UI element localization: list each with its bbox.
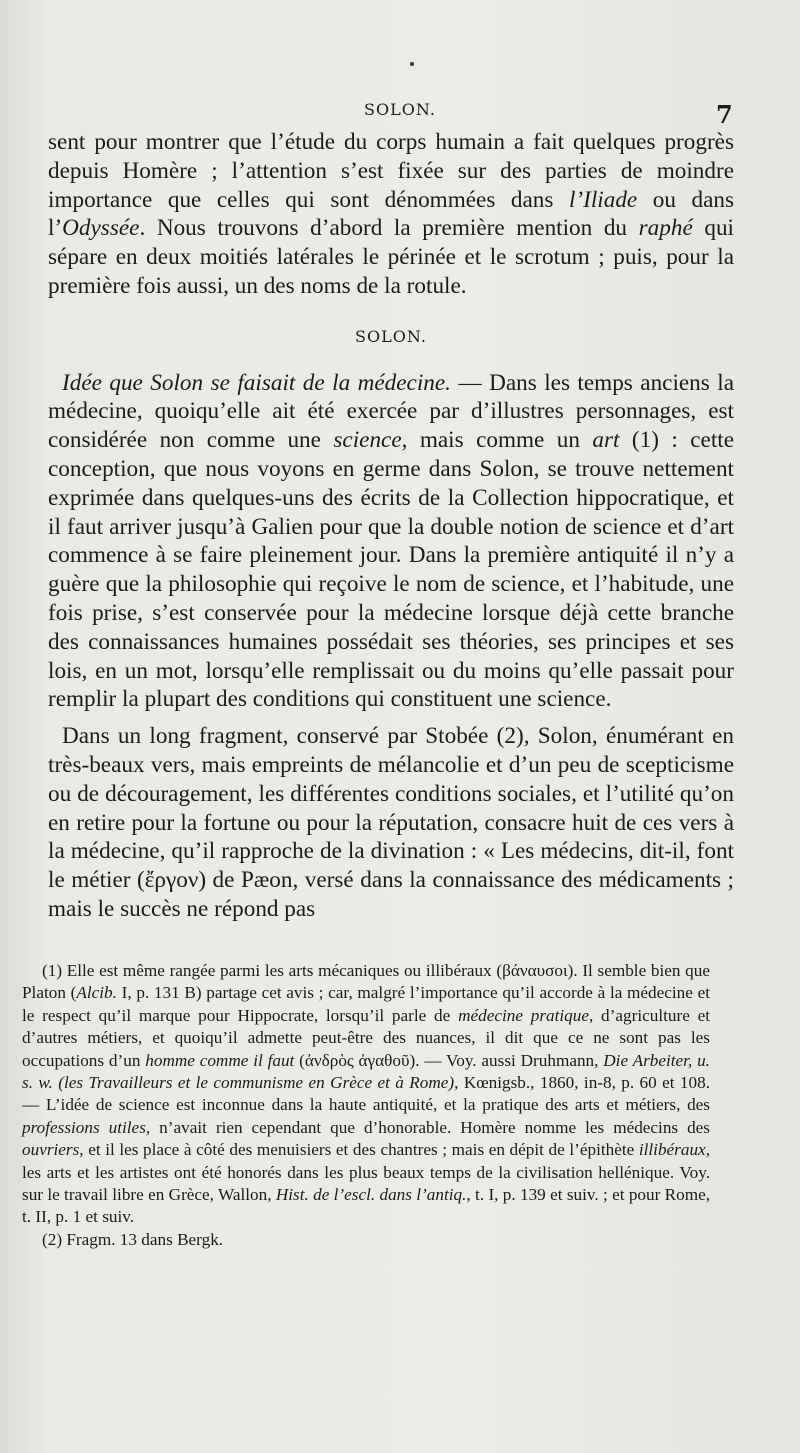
paragraph-lead: Idée que Solon se faisait de la médecine. <box>62 369 451 396</box>
footnote-1: (1) Elle est même rangée parmi les arts mécaniques ou illibéraux (βάναυσοι). Il semble bien que Platon (Alcib. I, p. 131 B) partage cet avis ; car, malgré l’importance qu’il accorde à la médecine et le respect qu’il marque pour Hippocrate, lorsqu’il parle de médecine pratique, d’agriculture et d’autres métiers, et quoiqu’il admette peut-être des nuances, il dit que ce ne sont pas les occupations d’un homme comme il faut (ἀνδρὸς ἀγαθοῦ). — Voy. aussi Druhmann, Die Arbeiter, u. s. w. (les Travailleurs et le communisme en Grèce et à Rome), Kœnigsb., 1860, in-8, p. 60 et 108. — L’idée de science est inconnue dans la haute antiquité, et la pratique des arts et métiers, des professions utiles, n’avait rien cependant que d’honorable. Homère nomme les médecins des ouvriers, et il les place à côté des menuisiers et des chantres ; mais en dépit de l’épithète illibéraux, les arts et les artistes ont été honorés dans les plus beaux temps de la civilisation hellénique. Voy. sur le travail libre en Grèce, Wallon, Hist. de l’escl. dans l’antiq., t. I, p. 139 et suiv. ; et pour Rome, t. II, p. 1 et suiv. <box>22 961 711 1227</box>
footnotes <box>22 960 710 1251</box>
main-text <box>48 128 734 924</box>
paragraph-1: Idée que Solon se faisait de la médecine. — Dans les temps anciens la médecine, quoiqu’elle ait été exercée par d’illustres personnages, est considérée non comme une science, mais comme un art (1) : cette conception, que nous voyons en germe dans Solon, se trouve nettement exprimée dans quelques-uns des écrits de la Collection hippocratique, et il faut arriver jusqu’à Galien pour que la double notion de science et d’art commence à se faire pleinement jour. Dans la première antiquité il n’y a guère que la philosophie qui reçoive le nom de science, et l’habitude, une fois prise, s’est conservée pour la médecine lorsque déjà cette branche des connaissances humaines possédait ses théories, ses principes et ses lois, en un mot, lorsqu’elle remplissait ou du moins qu’elle passait pour remplir la plupart des conditions qui constituent une science. <box>48 369 734 713</box>
section-heading: SOLON. <box>355 326 427 346</box>
ink-dot <box>410 62 414 66</box>
running-title: SOLON. <box>364 100 436 119</box>
page-number: 7 <box>716 100 733 129</box>
paragraph-continued: sent pour montrer que l’étude du corps humain a fait quelques progrès depuis Homère ; l’attention s’est fixée sur des parties de moindre importance que celles qui sont dénommées dans l’Iliade ou dans l’Odyssée. Nous trouvons d’abord la première mention du raphé qui sépare en deux moitiés latérales le périnée et le scrotum ; puis, pour la première fois aussi, un des noms de la rotule. <box>48 129 734 299</box>
footnote-2: (2) Fragm. 13 dans Bergk. <box>42 1229 224 1249</box>
paragraph-2: Dans un long fragment, conservé par Stobée (2), Solon, énumérant en très-beaux vers, mais empreints de mélancolie et d’un peu de scepticisme ou de découragement, les différentes conditions sociales, et l’utilité qu’on en retire pour la fortune ou pour la réputation, consacre huit de ces vers à la médecine, qu’il rapproche de la divination : « Les médecins, dit-il, font le métier (ἔργον) de Pæon, versé dans la connaissance des médicaments ; mais le succès ne répond pas <box>48 723 734 922</box>
